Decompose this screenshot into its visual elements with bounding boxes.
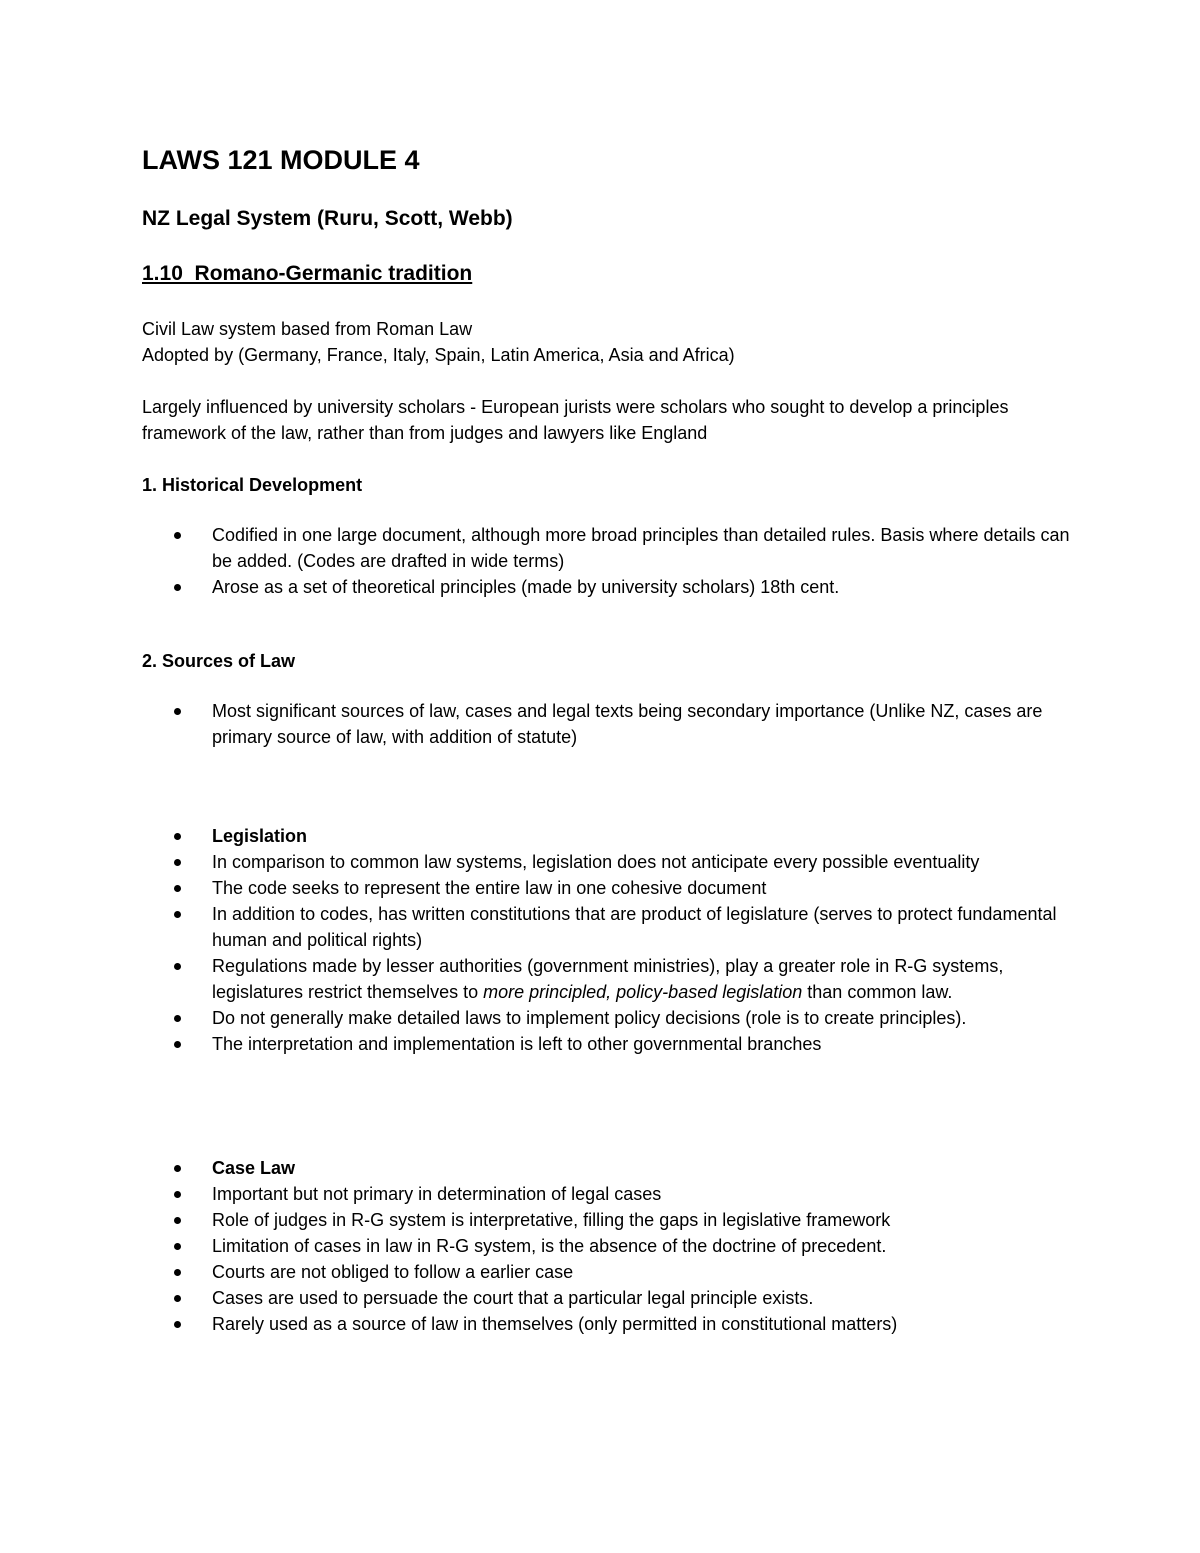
- document-title: LAWS 121 MODULE 4: [142, 145, 420, 175]
- legislation-heading: Legislation: [170, 823, 1070, 849]
- case-law-heading: Case Law: [170, 1155, 1070, 1181]
- legislation-list: [170, 823, 1070, 1057]
- list-item: In addition to codes, has written constitutions that are product of legislature (serves to protect fundamental human and political rights): [170, 901, 1070, 953]
- list-item: Cases are used to persuade the court that a particular legal principle exists.: [170, 1285, 1070, 1311]
- section-heading: 1.10 Romano-Germanic tradition: [142, 262, 473, 285]
- list-item: Courts are not obliged to follow a earlier case: [170, 1259, 1070, 1285]
- list-item: The interpretation and implementation is left to other governmental branches: [170, 1031, 1070, 1057]
- historical-list: [170, 522, 1070, 600]
- list-item: Do not generally make detailed laws to implement policy decisions (role is to create principles).: [170, 1005, 1070, 1031]
- list-item-regulations: [170, 953, 1070, 1005]
- list-item: Important but not primary in determination of legal cases: [170, 1181, 1070, 1207]
- list-item: The code seeks to represent the entire law in one cohesive document: [170, 875, 1070, 901]
- list-item: Limitation of cases in law in R-G system, is the absence of the doctrine of precedent.: [170, 1233, 1070, 1259]
- sources-list: [170, 698, 1070, 750]
- intro-line-1: Civil Law system based from Roman Law: [142, 319, 473, 339]
- document-subtitle: NZ Legal System (Ruru, Scott, Webb): [142, 207, 513, 230]
- sources-heading: 2. Sources of Law: [142, 651, 296, 671]
- case-law-list: [170, 1155, 1070, 1337]
- list-item: In comparison to common law systems, legislation does not anticipate every possible eventuality: [170, 849, 1070, 875]
- list-item: Arose as a set of theoretical principles (made by university scholars) 18th cent.: [170, 574, 1070, 600]
- intro-influence: Largely influenced by university scholars - European jurists were scholars who sought to develop a principles framework of the law, rather than from judges and lawyers like England: [142, 397, 1009, 443]
- list-item: Rarely used as a source of law in themselves (only permitted in constitutional matters): [170, 1311, 1070, 1337]
- historical-heading: 1. Historical Development: [142, 475, 363, 495]
- regulations-text: Regulations made by lesser authorities (government ministries), play a greater role in R-G systems, legislatures restrict themselves to: [212, 956, 1004, 1002]
- list-item: Role of judges in R-G system is interpretative, filling the gaps in legislative framework: [170, 1207, 1070, 1233]
- list-item: Codified in one large document, although more broad principles than detailed rules. Basis where details can be added. (Codes are drafted in wide terms): [170, 522, 1070, 574]
- list-item: Most significant sources of law, cases and legal texts being secondary importance (Unlike NZ, cases are primary source of law, with addition of statute): [170, 698, 1070, 750]
- regulations-text-end: than common law.: [802, 982, 953, 1002]
- intro-line-2: Adopted by (Germany, France, Italy, Spain, Latin America, Asia and Africa): [142, 345, 735, 365]
- regulations-italic: more principled, policy-based legislation: [483, 982, 803, 1002]
